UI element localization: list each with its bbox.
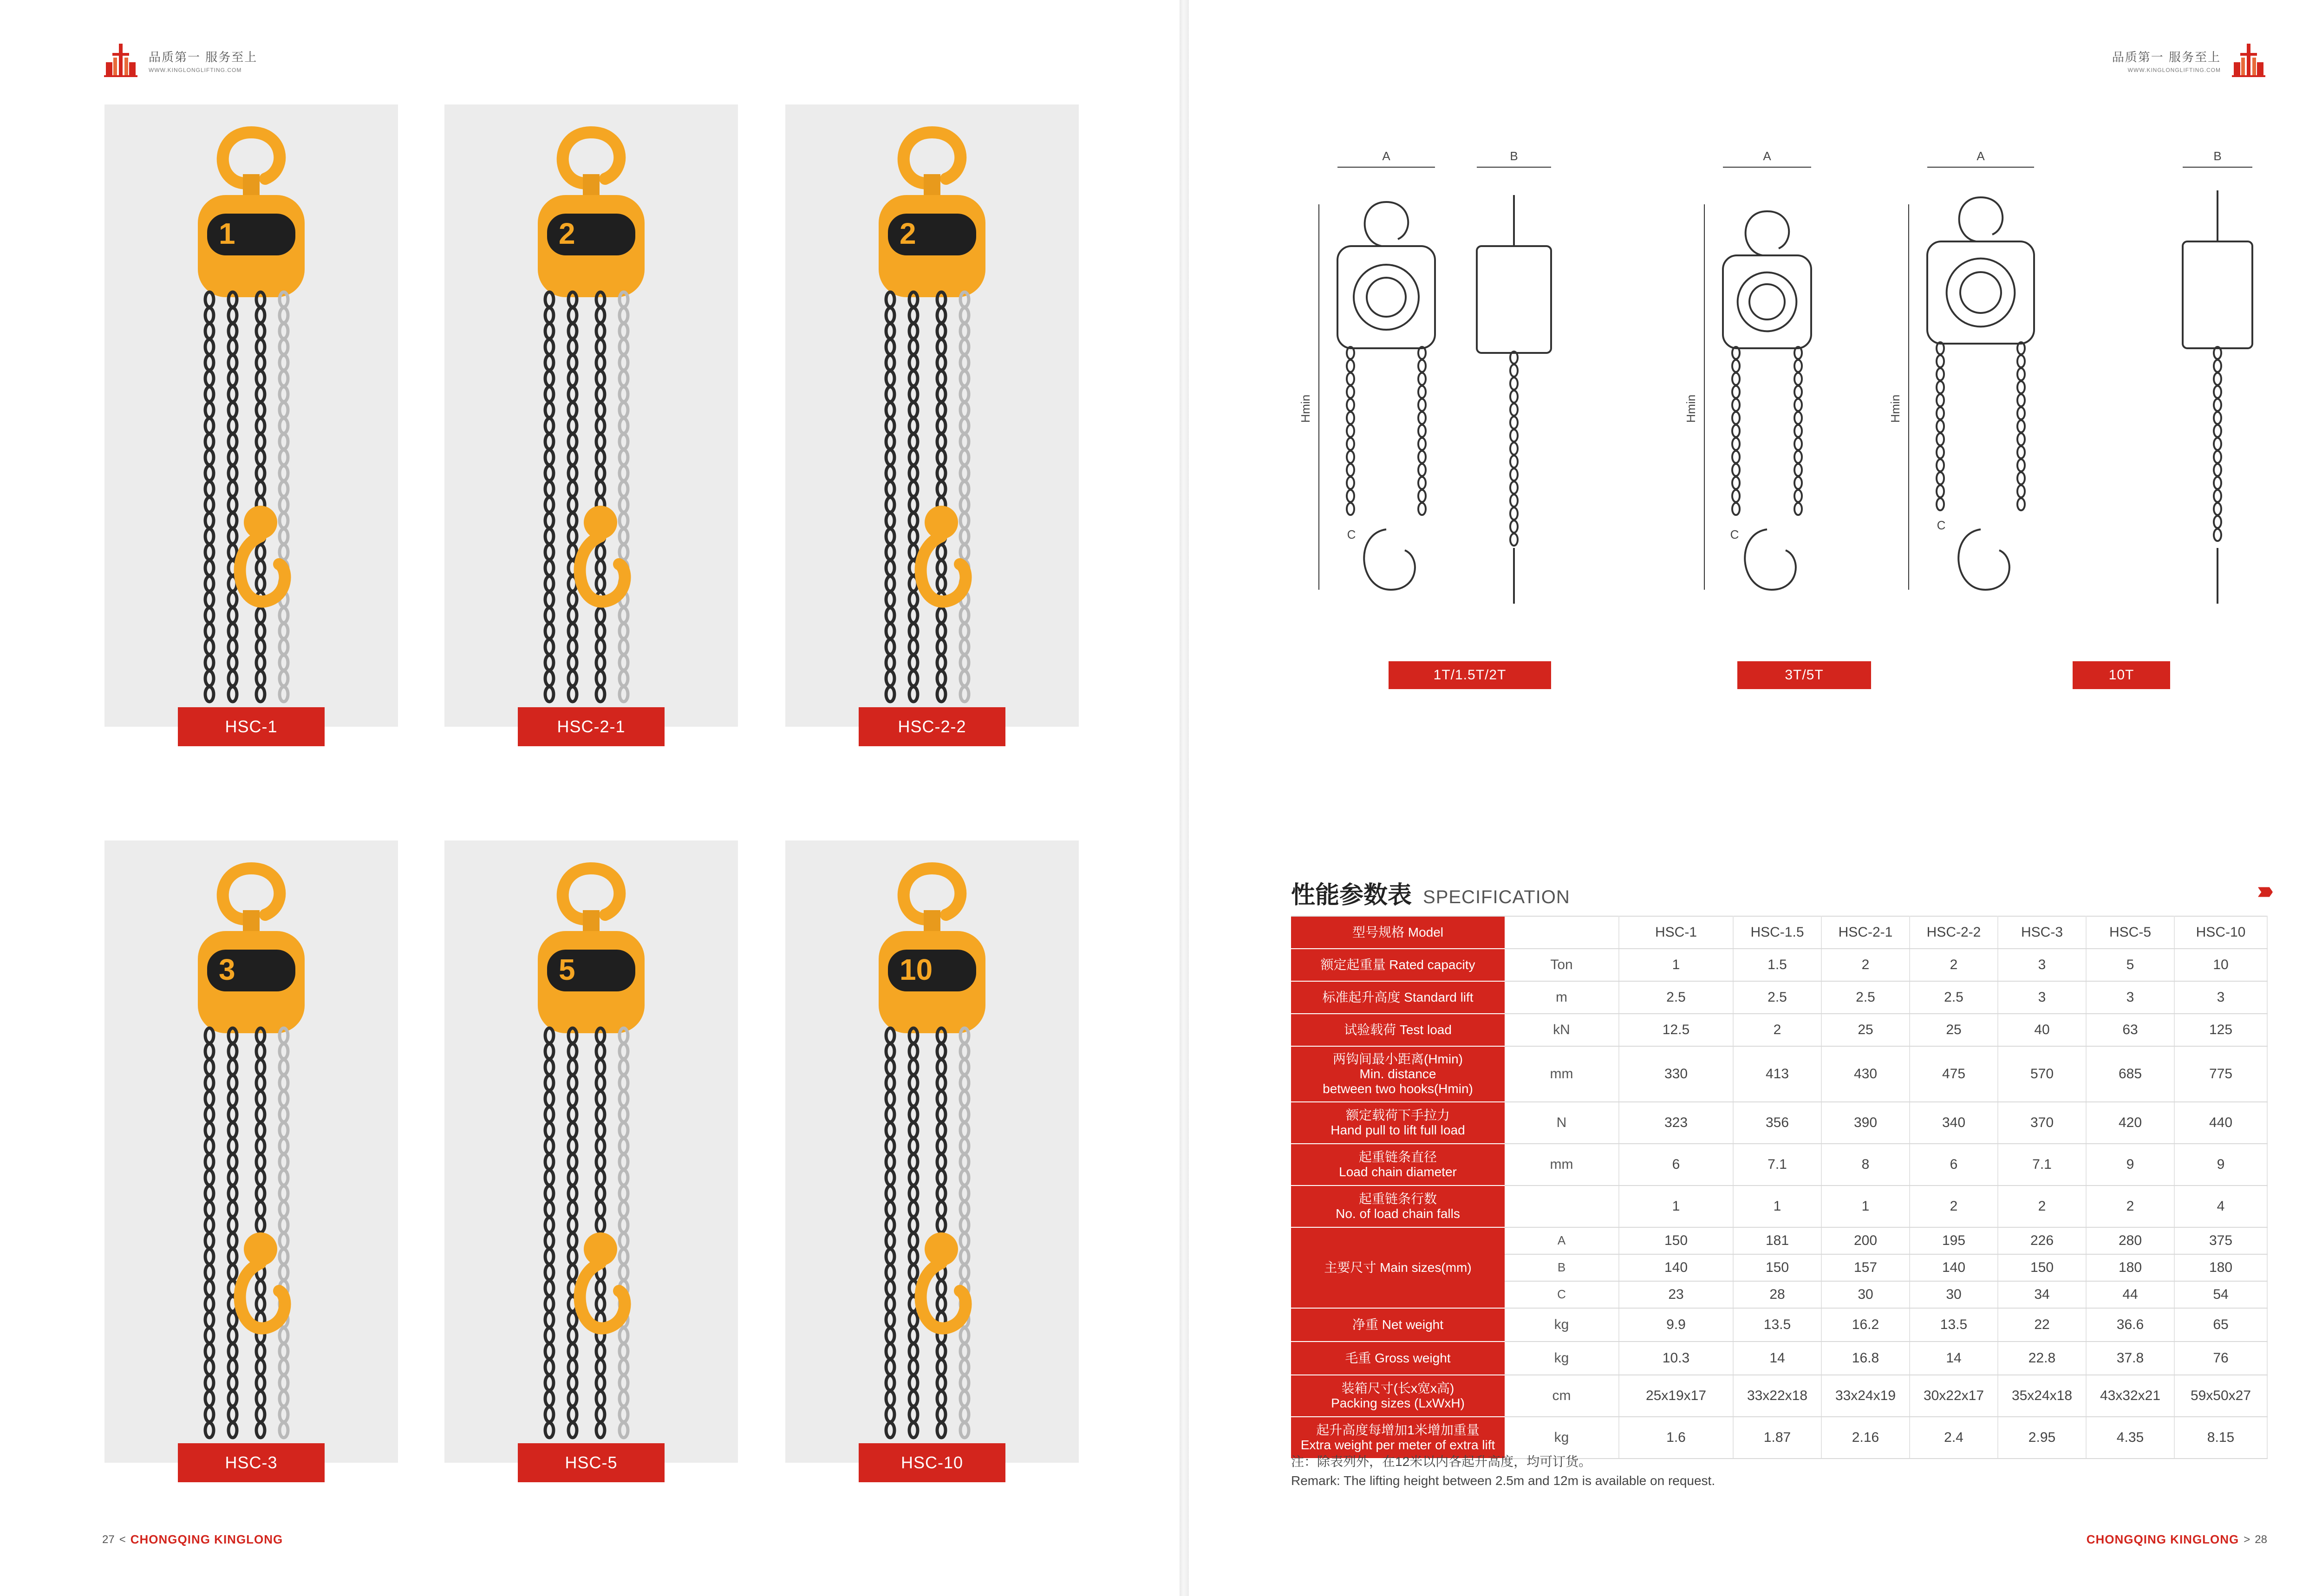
model-header-cell: HSC-3 bbox=[1998, 916, 2086, 949]
product-card bbox=[444, 104, 738, 727]
table-cell: 13.5 bbox=[1910, 1308, 1998, 1342]
table-cell: 4.35 bbox=[2086, 1417, 2174, 1459]
table-cell: 150 bbox=[1998, 1254, 2086, 1281]
table-cell: 59x50x27 bbox=[2174, 1375, 2267, 1417]
model-header-cell: HSC-2-1 bbox=[1821, 916, 1910, 949]
page-number: 27 bbox=[102, 1533, 115, 1546]
row-label: 试验载荷 Test load bbox=[1291, 1014, 1505, 1046]
table-cell: 3 bbox=[1998, 949, 2086, 981]
chain-hoist-image bbox=[104, 104, 398, 727]
drawing-label-3t-5t: 3T/5T bbox=[1737, 661, 1871, 689]
table-cell: 33x24x19 bbox=[1821, 1375, 1910, 1417]
row-label: 起重链条直径 Load chain diameter bbox=[1291, 1144, 1505, 1186]
logo-icon bbox=[102, 42, 139, 79]
table-cell: 9.9 bbox=[1619, 1308, 1733, 1342]
table-row bbox=[1291, 1014, 2267, 1046]
model-header-cell: HSC-1 bbox=[1619, 916, 1733, 949]
capacity-badge: 3 bbox=[219, 953, 235, 986]
dim-c-label: C bbox=[1730, 528, 1739, 541]
table-cell: 65 bbox=[2174, 1308, 2267, 1342]
capacity-badge: 10 bbox=[900, 953, 933, 986]
model-header-cell: HSC-5 bbox=[2086, 916, 2174, 949]
product-model-label: HSC-5 bbox=[518, 1443, 665, 1482]
product-model-label: HSC-2-2 bbox=[859, 707, 1005, 746]
product-model-label: HSC-1 bbox=[178, 707, 325, 746]
page-separator: > bbox=[2244, 1533, 2250, 1546]
table-cell: 356 bbox=[1733, 1102, 1821, 1144]
unit-cell: kN bbox=[1505, 1014, 1619, 1046]
chain-hoist-image bbox=[104, 840, 398, 1463]
row-label: 标准起升高度 Standard lift bbox=[1291, 981, 1505, 1014]
unit-cell bbox=[1505, 916, 1619, 949]
dim-a-label: A bbox=[1382, 149, 1390, 163]
dim-hmin-label: Hmin bbox=[1684, 394, 1698, 423]
chain-hoist-image bbox=[444, 840, 738, 1463]
table-cell: 8.15 bbox=[2174, 1417, 2267, 1459]
dimension-key-cell: A bbox=[1505, 1227, 1619, 1254]
table-cell: 2 bbox=[2086, 1186, 2174, 1227]
row-label: 净重 Net weight bbox=[1291, 1308, 1505, 1342]
table-row bbox=[1291, 1144, 2267, 1186]
table-cell: 1 bbox=[1821, 1186, 1910, 1227]
header-logo bbox=[102, 42, 257, 79]
page-gutter bbox=[1180, 0, 1189, 1596]
table-cell: 16.2 bbox=[1821, 1308, 1910, 1342]
table-cell: 2.16 bbox=[1821, 1417, 1910, 1459]
table-cell: 390 bbox=[1821, 1102, 1910, 1144]
table-row bbox=[1291, 1227, 2267, 1254]
product-card bbox=[104, 104, 398, 727]
table-cell: 2 bbox=[1910, 949, 1998, 981]
page-separator: < bbox=[119, 1533, 126, 1546]
table-cell: 6 bbox=[1619, 1144, 1733, 1186]
unit-cell: kg bbox=[1505, 1308, 1619, 1342]
footer-left bbox=[102, 1532, 283, 1547]
table-cell: 157 bbox=[1821, 1254, 1910, 1281]
table-row bbox=[1291, 1342, 2267, 1375]
table-cell: 2 bbox=[1910, 1186, 1998, 1227]
table-cell: 1 bbox=[1733, 1186, 1821, 1227]
table-cell: 9 bbox=[2174, 1144, 2267, 1186]
table-cell: 5 bbox=[2086, 949, 2174, 981]
table-cell: 370 bbox=[1998, 1102, 2086, 1144]
logo-slogan: 品质第一 服务至上 bbox=[149, 50, 258, 65]
product-card bbox=[785, 104, 1079, 727]
table-row bbox=[1291, 1375, 2267, 1417]
table-cell: 2.5 bbox=[1733, 981, 1821, 1014]
product-card bbox=[104, 840, 398, 1463]
table-cell: 475 bbox=[1910, 1046, 1998, 1102]
table-cell: 2 bbox=[1998, 1186, 2086, 1227]
dim-b-label: B bbox=[1510, 149, 1518, 163]
unit-cell: Ton bbox=[1505, 949, 1619, 981]
table-cell: 25x19x17 bbox=[1619, 1375, 1733, 1417]
table-header-row bbox=[1291, 916, 2267, 949]
unit-cell: mm bbox=[1505, 1046, 1619, 1102]
table-cell: 10.3 bbox=[1619, 1342, 1733, 1375]
row-label: 主要尺寸 Main sizes(mm) bbox=[1291, 1227, 1505, 1308]
footer-brand: CHONGQING KINGLONG bbox=[130, 1532, 283, 1546]
product-card bbox=[444, 840, 738, 1463]
dim-hmin-label: Hmin bbox=[1298, 394, 1312, 423]
remark-en: Remark: The lifting height between 2.5m and 12m is available on request. bbox=[1291, 1473, 1715, 1488]
footer-brand: CHONGQING KINGLONG bbox=[2086, 1532, 2239, 1546]
table-cell: 10 bbox=[2174, 949, 2267, 981]
row-label: 毛重 Gross weight bbox=[1291, 1342, 1505, 1375]
logo-icon bbox=[2230, 42, 2267, 79]
table-cell: 125 bbox=[2174, 1014, 2267, 1046]
table-cell: 140 bbox=[1619, 1254, 1733, 1281]
capacity-badge: 1 bbox=[219, 217, 235, 250]
model-header-cell: HSC-1.5 bbox=[1733, 916, 1821, 949]
dimension-key-cell: C bbox=[1505, 1281, 1619, 1308]
product-model-label: HSC-2-1 bbox=[518, 707, 665, 746]
remark-cn: 注：除表列外，在12米以内各起升高度，均可订货。 bbox=[1291, 1454, 1592, 1469]
table-cell: 775 bbox=[2174, 1046, 2267, 1102]
table-cell: 1 bbox=[1619, 949, 1733, 981]
unit-cell: mm bbox=[1505, 1144, 1619, 1186]
table-cell: 44 bbox=[2086, 1281, 2174, 1308]
table-cell: 25 bbox=[1910, 1014, 1998, 1046]
row-label: 两钩间最小距离(Hmin) Min. distance between two hooks(Hmin) bbox=[1291, 1046, 1505, 1102]
table-cell: 150 bbox=[1619, 1227, 1733, 1254]
right-page bbox=[1189, 0, 2322, 1596]
table-cell: 340 bbox=[1910, 1102, 1998, 1144]
table-cell: 4 bbox=[2174, 1186, 2267, 1227]
table-cell: 570 bbox=[1998, 1046, 2086, 1102]
unit-cell: kg bbox=[1505, 1417, 1619, 1459]
dim-c-label: C bbox=[1347, 528, 1356, 541]
row-label: 起升高度每增加1米增加重量 Extra weight per meter of extra lift bbox=[1291, 1417, 1505, 1459]
model-header-cell: HSC-10 bbox=[2174, 916, 2267, 949]
drawing-label-10t: 10T bbox=[2073, 661, 2170, 689]
dim-a-label: A bbox=[1763, 149, 1771, 163]
table-cell: 1.6 bbox=[1619, 1417, 1733, 1459]
table-cell: 2.4 bbox=[1910, 1417, 1998, 1459]
table-cell: 3 bbox=[2086, 981, 2174, 1014]
product-card bbox=[785, 840, 1079, 1463]
table-cell: 180 bbox=[2174, 1254, 2267, 1281]
table-cell: 200 bbox=[1821, 1227, 1910, 1254]
table-cell: 9 bbox=[2086, 1144, 2174, 1186]
unit-cell bbox=[1505, 1186, 1619, 1227]
table-cell: 1.5 bbox=[1733, 949, 1821, 981]
spec-title-cn: 性能参数表 bbox=[1291, 881, 1412, 909]
header-logo-right bbox=[2112, 42, 2267, 79]
table-cell: 12.5 bbox=[1619, 1014, 1733, 1046]
table-cell: 25 bbox=[1821, 1014, 1910, 1046]
table-cell: 35x24x18 bbox=[1998, 1375, 2086, 1417]
capacity-badge: 2 bbox=[900, 217, 916, 250]
footer-right bbox=[2087, 1532, 2267, 1547]
table-cell: 23 bbox=[1619, 1281, 1733, 1308]
drawing-label-1t-2t: 1T/1.5T/2T bbox=[1389, 661, 1551, 689]
table-cell: 22 bbox=[1998, 1308, 2086, 1342]
chevrons-right-icon: › › › › bbox=[2257, 876, 2267, 904]
table-cell: 7.1 bbox=[1733, 1144, 1821, 1186]
table-cell: 40 bbox=[1998, 1014, 2086, 1046]
table-cell: 63 bbox=[2086, 1014, 2174, 1046]
table-cell: 6 bbox=[1910, 1144, 1998, 1186]
table-cell: 28 bbox=[1733, 1281, 1821, 1308]
table-cell: 22.8 bbox=[1998, 1342, 2086, 1375]
spec-table bbox=[1291, 916, 2268, 1459]
chain-hoist-image bbox=[444, 104, 738, 727]
unit-cell: m bbox=[1505, 981, 1619, 1014]
row-label: 额定起重量 Rated capacity bbox=[1291, 949, 1505, 981]
table-cell: 420 bbox=[2086, 1102, 2174, 1144]
unit-cell: kg bbox=[1505, 1342, 1619, 1375]
table-cell: 430 bbox=[1821, 1046, 1910, 1102]
spec-title bbox=[1291, 875, 1570, 910]
product-model-label: HSC-3 bbox=[178, 1443, 325, 1482]
table-cell: 1 bbox=[1619, 1186, 1733, 1227]
logo-url: WWW.KINGLONGLIFTING.COM bbox=[149, 66, 242, 73]
table-cell: 181 bbox=[1733, 1227, 1821, 1254]
spec-remark bbox=[1291, 1453, 1715, 1490]
technical-drawings bbox=[1282, 149, 2285, 632]
table-cell: 34 bbox=[1998, 1281, 2086, 1308]
spec-title-en: SPECIFICATION bbox=[1423, 887, 1570, 907]
unit-cell: N bbox=[1505, 1102, 1619, 1144]
row-label: 起重链条行数 No. of load chain falls bbox=[1291, 1186, 1505, 1227]
row-label: 额定载荷下手拉力 Hand pull to lift full load bbox=[1291, 1102, 1505, 1144]
table-row bbox=[1291, 1186, 2267, 1227]
table-cell: 323 bbox=[1619, 1102, 1733, 1144]
row-label: 型号规格 Model bbox=[1291, 916, 1505, 949]
dim-hmin-label: Hmin bbox=[1888, 394, 1902, 423]
table-cell: 685 bbox=[2086, 1046, 2174, 1102]
table-cell: 280 bbox=[2086, 1227, 2174, 1254]
table-cell: 2.5 bbox=[1619, 981, 1733, 1014]
table-cell: 30 bbox=[1910, 1281, 1998, 1308]
table-cell: 195 bbox=[1910, 1227, 1998, 1254]
table-cell: 2.95 bbox=[1998, 1417, 2086, 1459]
dimension-key-cell: B bbox=[1505, 1254, 1619, 1281]
unit-cell: cm bbox=[1505, 1375, 1619, 1417]
table-cell: 2.5 bbox=[1910, 981, 1998, 1014]
table-cell: 8 bbox=[1821, 1144, 1910, 1186]
table-cell: 1.87 bbox=[1733, 1417, 1821, 1459]
table-cell: 226 bbox=[1998, 1227, 2086, 1254]
table-cell: 375 bbox=[2174, 1227, 2267, 1254]
table-row bbox=[1291, 1102, 2267, 1144]
dim-c-label: C bbox=[1937, 518, 1946, 532]
table-cell: 16.8 bbox=[1821, 1342, 1910, 1375]
table-cell: 54 bbox=[2174, 1281, 2267, 1308]
table-cell: 7.1 bbox=[1998, 1144, 2086, 1186]
table-cell: 2.5 bbox=[1821, 981, 1910, 1014]
table-cell: 37.8 bbox=[2086, 1342, 2174, 1375]
table-cell: 14 bbox=[1733, 1342, 1821, 1375]
table-cell: 150 bbox=[1733, 1254, 1821, 1281]
dim-b-label: B bbox=[2213, 149, 2222, 163]
table-cell: 30x22x17 bbox=[1910, 1375, 1998, 1417]
table-cell: 2 bbox=[1733, 1014, 1821, 1046]
capacity-badge: 5 bbox=[559, 953, 575, 986]
table-row bbox=[1291, 949, 2267, 981]
table-cell: 3 bbox=[2174, 981, 2267, 1014]
model-header-cell: HSC-2-2 bbox=[1910, 916, 1998, 949]
logo-slogan: 品质第一 服务至上 bbox=[2112, 50, 2221, 65]
logo-url: WWW.KINGLONGLIFTING.COM bbox=[2127, 66, 2221, 73]
table-row bbox=[1291, 1308, 2267, 1342]
table-cell: 413 bbox=[1733, 1046, 1821, 1102]
table-cell: 43x32x21 bbox=[2086, 1375, 2174, 1417]
table-row bbox=[1291, 1046, 2267, 1102]
table-cell: 3 bbox=[1998, 981, 2086, 1014]
table-cell: 2 bbox=[1821, 949, 1910, 981]
table-cell: 36.6 bbox=[2086, 1308, 2174, 1342]
chain-hoist-image bbox=[785, 104, 1079, 727]
table-cell: 140 bbox=[1910, 1254, 1998, 1281]
dim-a-label: A bbox=[1976, 149, 1985, 163]
table-cell: 180 bbox=[2086, 1254, 2174, 1281]
chain-hoist-image bbox=[785, 840, 1079, 1463]
table-cell: 33x22x18 bbox=[1733, 1375, 1821, 1417]
table-row bbox=[1291, 981, 2267, 1014]
row-label: 装箱尺寸(长x宽x高) Packing sizes (LxWxH) bbox=[1291, 1375, 1505, 1417]
capacity-badge: 2 bbox=[559, 217, 575, 250]
table-cell: 330 bbox=[1619, 1046, 1733, 1102]
table-cell: 30 bbox=[1821, 1281, 1910, 1308]
table-cell: 13.5 bbox=[1733, 1308, 1821, 1342]
table-cell: 76 bbox=[2174, 1342, 2267, 1375]
table-cell: 14 bbox=[1910, 1342, 1998, 1375]
product-model-label: HSC-10 bbox=[859, 1443, 1005, 1482]
table-cell: 440 bbox=[2174, 1102, 2267, 1144]
page-number: 28 bbox=[2255, 1533, 2267, 1546]
